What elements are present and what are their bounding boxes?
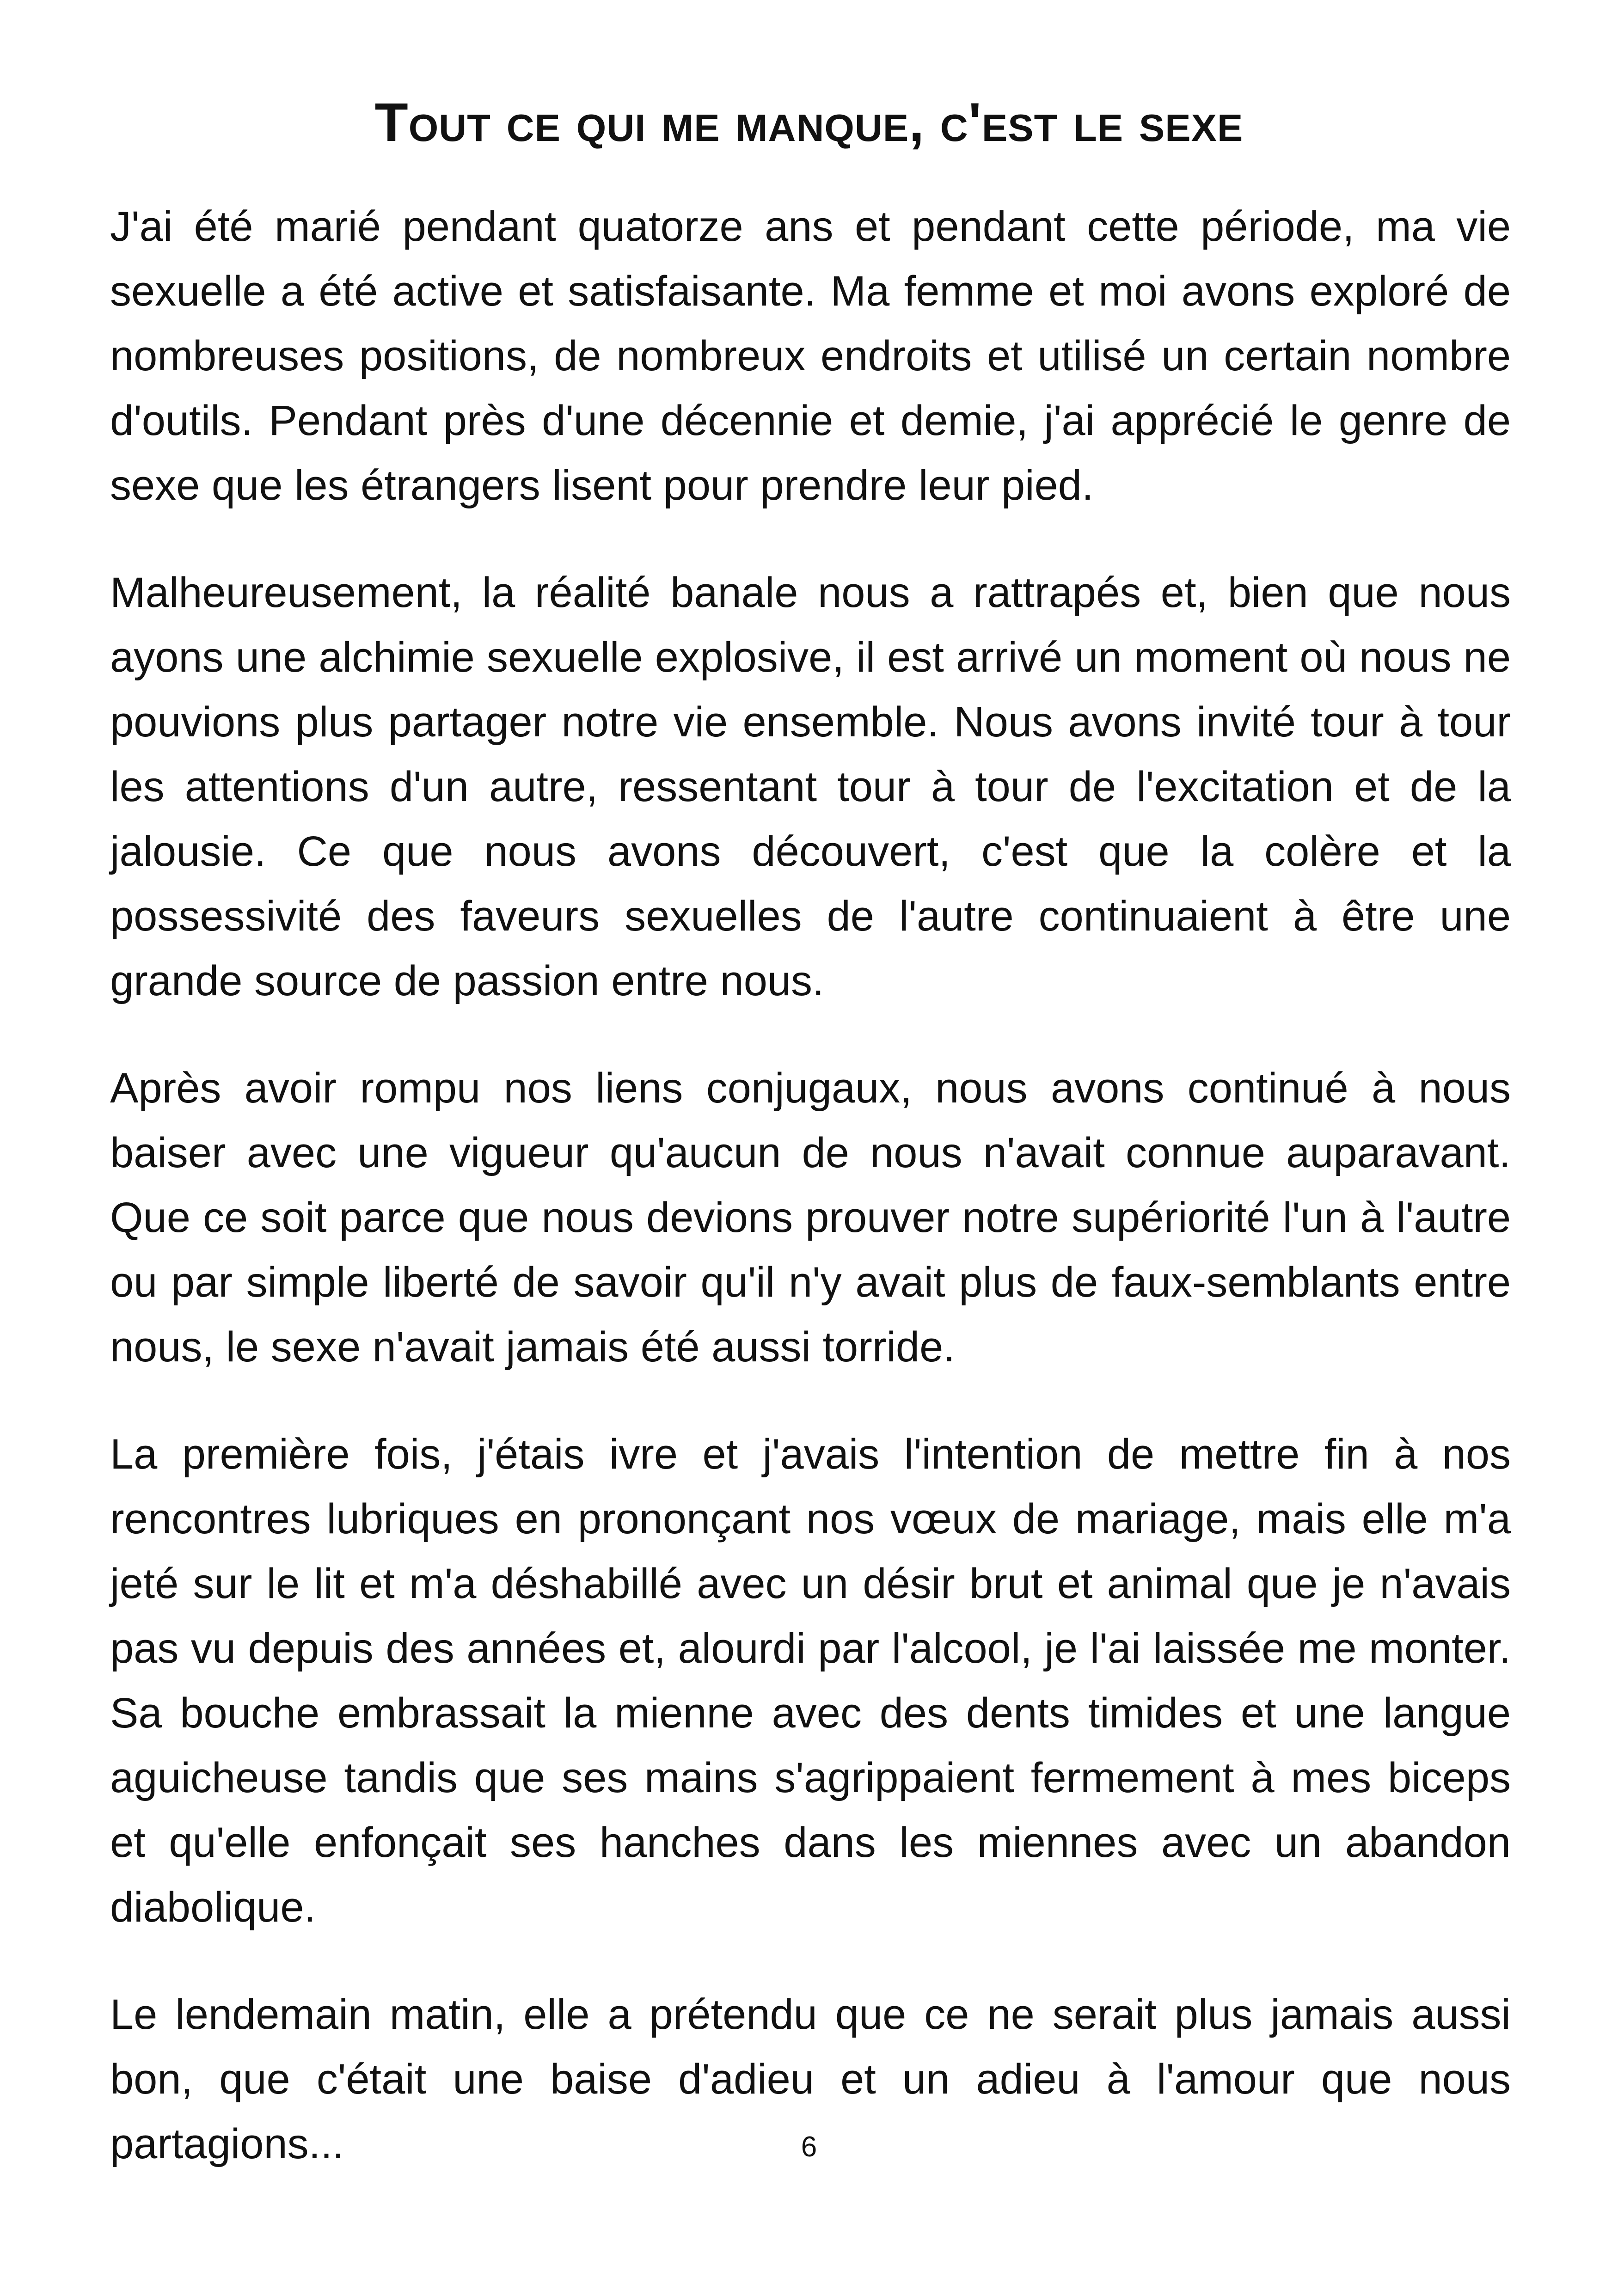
- paragraph-2: Malheureusement, la réalité banale nous a rattrapés et, bien que nous ayons une alchimie sexuelle explosive, il est arrivé un moment où nous ne pouvions plus partager notre vie ensemble. Nous avons invité tour à tour les attentions d'un autre, ressentant tour à tour de l'excitation et de la jalousie. Ce que nous avons découvert, c'est que la colère et la possessivité des faveurs sexuelles de l'autre continuaient à être une grande source de passion entre nous.: [110, 569, 1511, 1004]
- paragraph-4: La première fois, j'étais ivre et j'avais l'intention de mettre fin à nos rencontres lubriques en prononçant nos vœux de mariage, mais elle m'a jeté sur le lit et m'a déshabillé avec un désir brut et animal que je n'avais pas vu depuis des années et, alourdi par l'alcool, je l'ai laissée me monter. Sa bouche embrassait la mienne avec des dents timides et une langue aguicheuse tandis que ses mains s'agrippaient fermement à mes biceps et qu'elle enfonçait ses hanches dans les miennes avec un abandon diabolique.: [110, 1431, 1511, 1931]
- paragraph-3: Après avoir rompu nos liens conjugaux, nous avons continué à nous baiser avec une vigueur qu'aucun de nous n'avait connue auparavant. Que ce soit parce que nous devions prouver notre supériorité l'un à l'autre ou par simple liberté de savoir qu'il n'y avait plus de faux-semblants entre nous, le sexe n'avait jamais été aussi torride.: [110, 1065, 1511, 1371]
- page-number: 6: [801, 2131, 817, 2163]
- document-body: [110, 194, 1511, 2219]
- paragraph-1: J'ai été marié pendant quatorze ans et pendant cette période, ma vie sexuelle a été active et satisfaisante. Ma femme et moi avons exploré de nombreuses positions, de nombreux endroits et utilisé un certain nombre d'outils. Pendant près d'une décennie et demie, j'ai apprécié le genre de sexe que les étrangers lisent pour prendre leur pied.: [110, 203, 1511, 509]
- page-title: Tout ce qui me manque, c'est le sexe: [374, 92, 1244, 153]
- paragraph-5: Le lendemain matin, elle a prétendu que ce ne serait plus jamais aussi bon, que c'était une baise d'adieu et un adieu à l'amour que nous partagions...: [110, 1991, 1511, 2167]
